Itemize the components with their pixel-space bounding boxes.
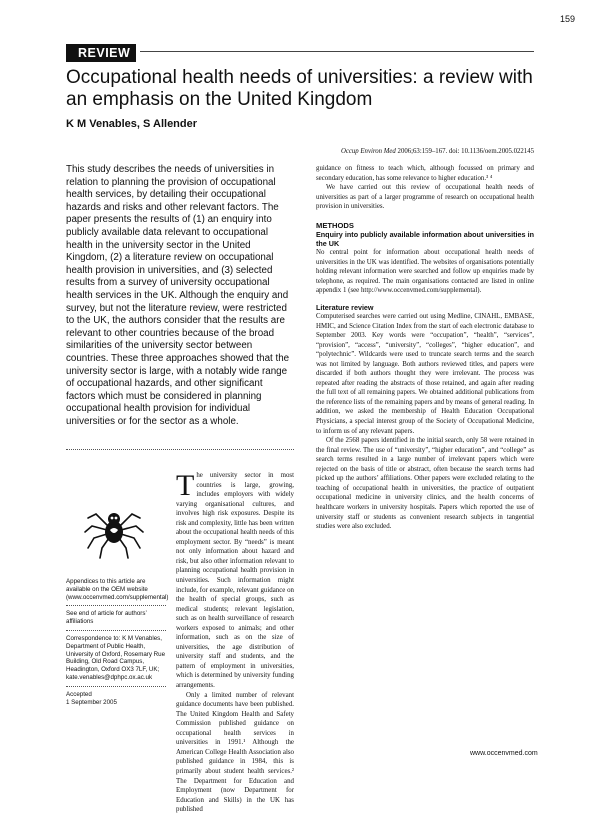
- affiliations-note: See end of article for authors’ affiliations: [66, 610, 147, 626]
- sidebar-divider: [66, 630, 166, 631]
- footer-url: www.occenvmed.com: [470, 750, 538, 757]
- drop-cap: T: [176, 469, 195, 502]
- continuation-text: guidance on fitness to teach which, although focussed on primary and secondary education, has some relevance to higher education.³ ⁴: [316, 165, 534, 182]
- spider-icon: [82, 500, 146, 567]
- correspondence-note: Correspondence to: K M Venables, Department of Public Health, University of Oxford, Rosemary Rue Building, Old Road Campus, Headington, Oxford OX3 7LF, UK; kate.venables@dphpc.ox.ac.uk: [66, 634, 166, 681]
- citation-details: 2006;63:159–167. doi: 10.1136/oem.2005.022145: [397, 148, 534, 155]
- methods-heading: METHODS: [316, 220, 354, 230]
- intro-paragraph-2: Only a limited number of relevant guidance documents have been published. The United Kingdom Health and Safety Commission published guidance on occupational health services in universities in 1991.¹ Although the American College Health Association also published guidance in 1984, this is primarily about student health services.² The Department for Education and Employment (now Department for Education and Skills) in the UK has published: [176, 691, 294, 814]
- article-title: Occupational health needs of universities: a review with an emphasis on the United Kingdom: [66, 67, 533, 110]
- literature-heading: Literature review: [316, 303, 374, 313]
- right-column: [316, 164, 534, 532]
- intro-column: [176, 471, 294, 815]
- literature-text-2: Of the 2568 papers identified in the initial search, only 58 were retained in the final review. The use of “university”, “higher education”, and “college” as search terms resulted in a large number of irrelevant papers which were rejected on the basis of title or abstract, often because the search terms had picked up the authors’ affiliations. Other papers were excluded relating to the teaching of occupational health in universities, the practice of outpatient occupational medicine in university clinics, and the health concerns of healthcare workers in university hospitals. Papers which reported the use of university staff or students as convenient research subjects in tangential studies were also excluded.: [316, 437, 534, 531]
- sidebar-divider: [66, 686, 166, 687]
- page-number: 159: [560, 14, 576, 24]
- sidebar-divider: [66, 605, 166, 606]
- accepted-label: Accepted: [66, 690, 92, 698]
- citation: [300, 148, 534, 155]
- accepted-date: 1 September 2005: [66, 698, 117, 706]
- section-rule: [140, 51, 534, 52]
- literature-text-1: Computerised searches were carried out using Medline, CINAHL, EMBASE, HMIC, and Science Citation Index from the start of each electronic database to September 2003. Key words were “occupation”, “health”, “services”, “provision”, “access”, “university”, “colleges”, “higher education”, and “polytechnic”. Wildcards were used to truncate search terms and the search was not limited by language. Both authors reviewed titles, and papers were discarded if both authors thought they were irrelevant. The process was repeated after reading the abstracts of those retained, and again after reading the full text of all remaining papers. We obtained additional publications from the reference lists of the remaining papers and by means of general reading. In addition, we asked the membership of Health Education Occupational Physicians, a special interest group of the Society of Occupational Medicine, to inform us of any relevant papers.: [316, 313, 534, 435]
- authors: K M Venables, S Allender: [66, 118, 198, 130]
- enquiry-text: No central point for information about occupational health needs of universities in the UK was identified. The websites of organisations potentially holding relevant information were searched and follow up enquiries made by telephone, as required. The main organisations contacted are listed in online appendix 1 (see http://www.occenvmed.com/supplemental).: [316, 249, 534, 295]
- citation-journal: Occup Environ Med: [340, 148, 396, 155]
- sidebar-notes: [66, 578, 169, 706]
- section-label: REVIEW: [66, 44, 136, 62]
- abstract-divider: [66, 449, 294, 450]
- review-purpose-paragraph: We have carried out this review of occupational health needs of universities as part of a larger programme of research on occupational health provision in universities.: [316, 184, 534, 211]
- appendices-note: Appendices to this article are available on the OEM website (www.occenvmed.com/supplemental): [66, 578, 169, 601]
- intro-paragraph: [176, 471, 294, 691]
- enquiry-heading: Enquiry into publicly available information about universities in the UK: [316, 230, 534, 249]
- intro-text: he university sector in most countries is large, growing, includes employers with widely varying organisational cultures, and involves high risk exposures. Despite its risk and complexity, little has been written about the occupational health needs of this employment sector. By “needs” is meant not only information about hazard and risk, but also other information relevant to planning occupational health provision in universities. Such information might include, for example, relevant guidance on the health of special groups, such as medical students; relevant legislation, such as on health surveillance of research workers exposed to animals; and other information, such as on the size of universities, the age distribution of university staff and students, and the pattern of employment in universities, which is determined by university funding arrangements.: [176, 472, 294, 690]
- abstract: This study describes the needs of universities in relation to planning the provision of occupational health services, by detailing their occupational hazards and risks and other relevant factors. The paper presents the results of (1) an enquiry into publicly available data relevant to occupational health in the university sector in the United Kingdom, (2) a literature review on occupational health provision in universities, and (3) selected results from a survey of university occupational health services in the UK. Although the enquiry and survey, but not the literature review, were restricted to the UK, the authors consider that the results are relevant to other countries because of the broad similarities of the university sector between countries. These three approaches showed that the university sector is large, with a notably wide range of occupational hazards, and other significant factors which must be considered in planning occupational health provision for individual universities or for the sector as a whole.: [66, 164, 290, 427]
